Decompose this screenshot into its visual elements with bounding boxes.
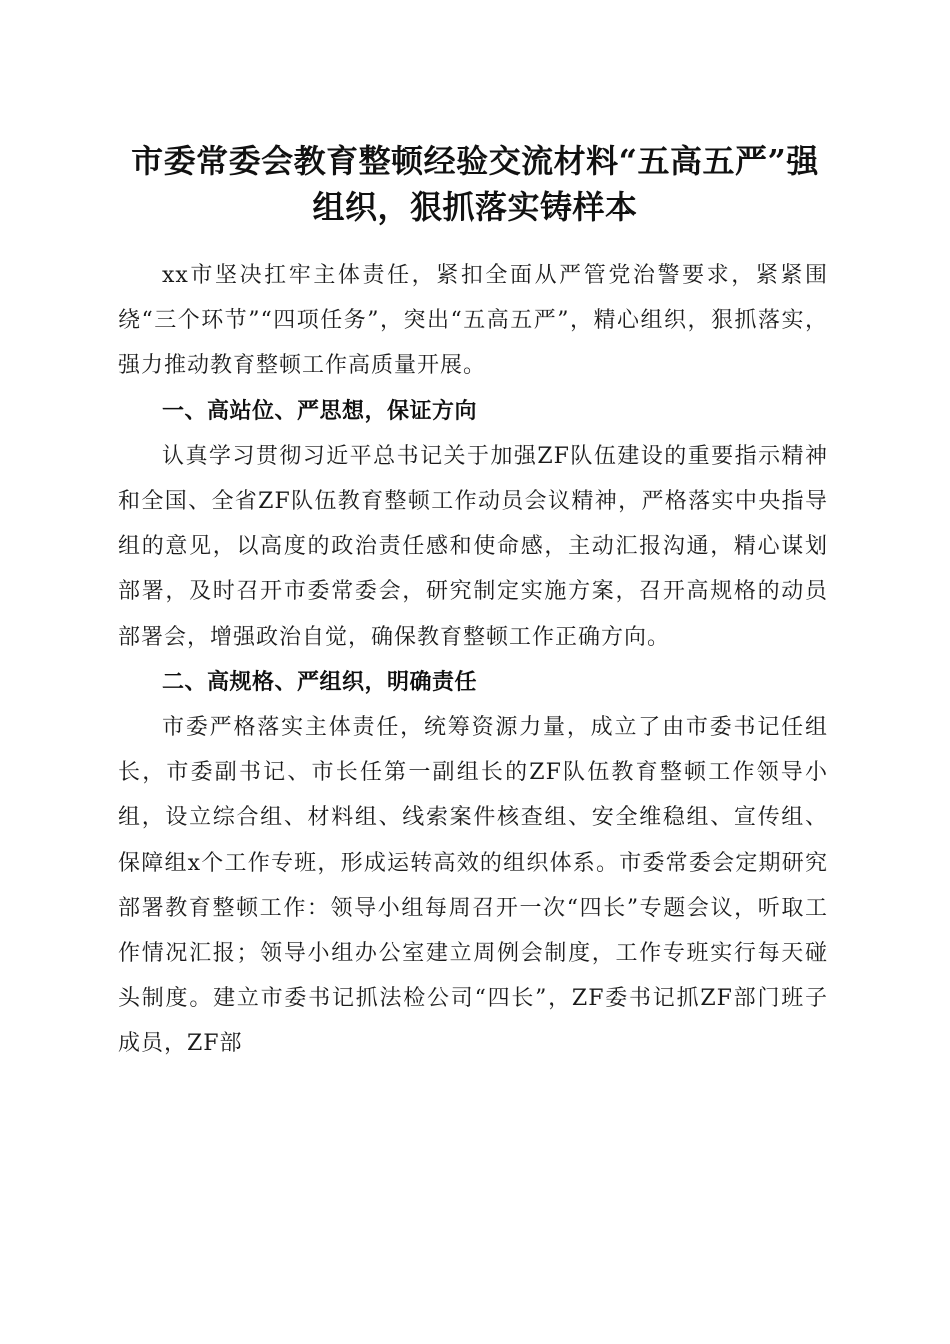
intro-paragraph: xx市坚决扛牢主体责任，紧扣全面从严管党治警要求，紧紧围绕“三个环节”“四项任务”，突出“五高五严”，精心组织，狠抓落实，强力推动教育整顿工作高质量开展。 bbox=[118, 263, 828, 379]
section-heading-1: 一、高站位、严思想，保证方向 bbox=[162, 398, 478, 424]
document-title: 市委常委会教育整顿经验交流材料“五高五严”强组织，狠抓落实铸样本 bbox=[131, 142, 819, 226]
section-heading-2: 二、高规格、严组织，明确责任 bbox=[162, 669, 478, 695]
section-body-2: 市委严格落实主体责任，统筹资源力量，成立了由市委书记任组长，市委副书记、市长任第一副组长的ZF队伍教育整顿工作领导小组，设立综合组、材料组、线索案件核查组、安全维稳组、宣传组、保障组x个工作专班，形成运转高效的组织体系。市委常委会定期研究部署教育整顿工作：领导小组每周召开一次“四长”专题会议，听取工作情况汇报；领导小组办公室建立周例会制度，工作专班实行每天碰头制度。建立市委书记抓法检公司“四长”，ZF委书记抓ZF部门班子成员，ZF部 bbox=[118, 715, 828, 1057]
document-body bbox=[118, 253, 828, 1067]
section-body-1: 认真学习贯彻习近平总书记关于加强ZF队伍建设的重要指示精神和全国、全省ZF队伍教育整顿工作动员会议精神，严格落实中央指导组的意见，以高度的政治责任感和使命感，主动汇报沟通，精心谋划部署，及时召开市委常委会，研究制定实施方案，召开高规格的动员部署会，增强政治自觉，确保教育整顿工作正确方向。 bbox=[118, 443, 828, 650]
